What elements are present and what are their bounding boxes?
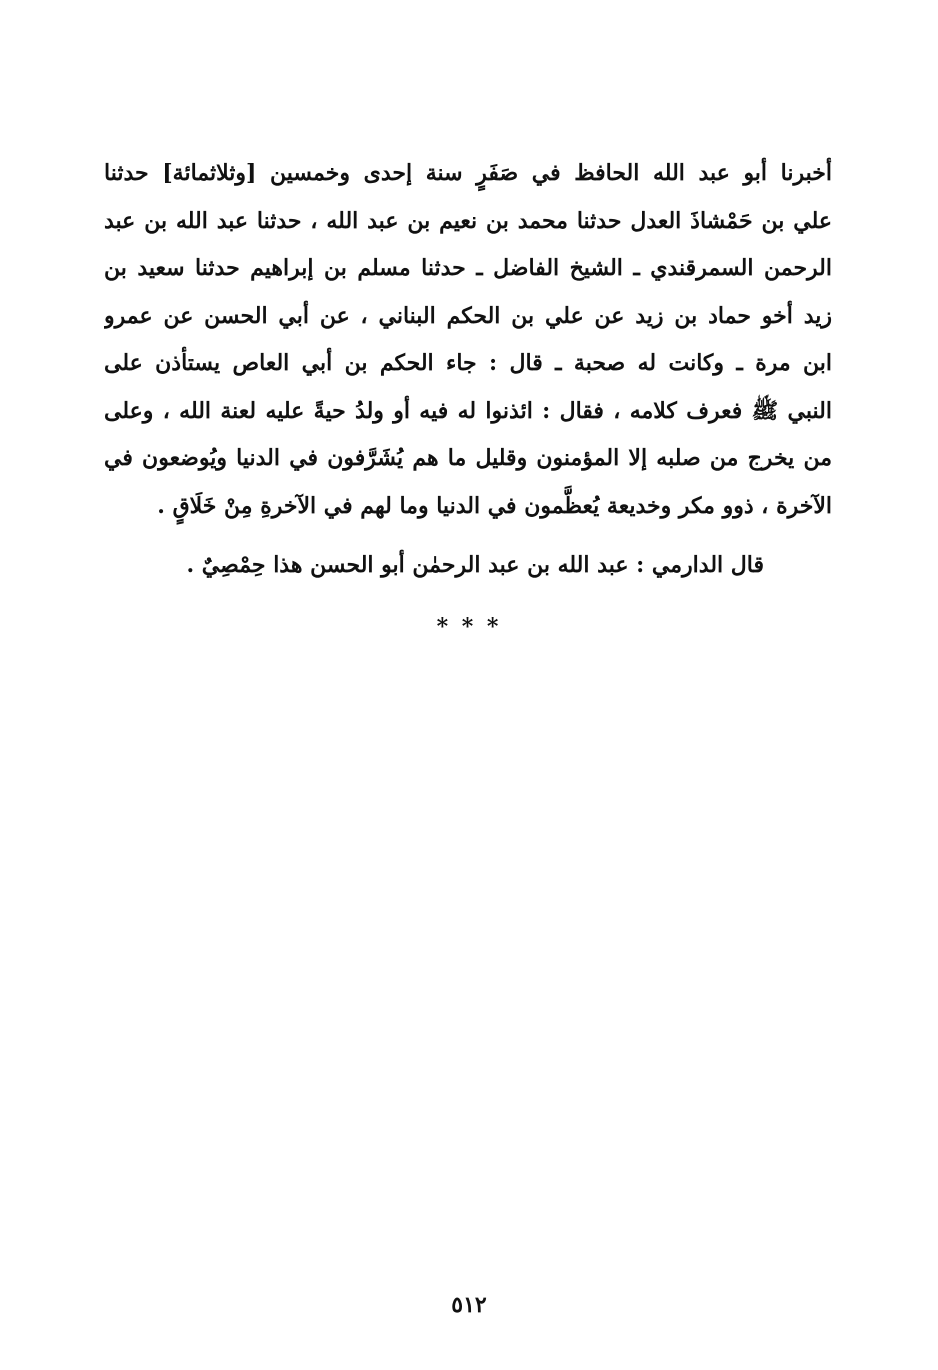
darimi-note: قال الدارمي : عبد الله بن عبد الرحمٰن أبو الحسن هذا حِمْصِيٌ . xyxy=(186,552,764,578)
paragraph-line-3: الرحمن السمرقندي ـ الشيخ الفاضل ـ حدثنا مسلم بن إبراهيم حدثنا سعيد بن xyxy=(104,255,832,281)
paragraph-line-5: ابن مرة ـ وكانت له صحبة ـ قال : جاء الحكم بن أبي العاص يستأذن على xyxy=(104,350,832,376)
paragraph-line-6: النبي ﷺ فعرف كلامه ، فقال : ائذنوا له فيه أو ولدُ حيةً عليه لعنة الله ، وعلى xyxy=(104,397,832,424)
paragraph-line-7: من يخرج من صلبه إلا المؤمنون وقليل ما هم يُشَرَّفون في الدنيا ويُوضعون في xyxy=(104,445,832,471)
paragraph-line-8: الآخرة ، ذوو مكر وخديعة يُعظَّمون في الدنيا وما لهم في الآخرةِ مِنْ خَلَاقٍ . xyxy=(157,492,832,519)
page-number: ٥١٢ xyxy=(451,1292,487,1318)
paragraph-line-1: أخبرنا أبو عبد الله الحافظ في صَفَرٍ سنة إحدى وخمسين [وثلاثمائة] حدثنا xyxy=(104,160,832,186)
paragraph-line-2: علي بن حَمْشاذَ العدل حدثنا محمد بن نعيم بن عبد الله ، حدثنا عبد الله بن عبد xyxy=(104,207,832,234)
hadith-paragraph xyxy=(104,150,832,530)
paragraph-line-4: زيد أخو حماد بن زيد عن علي بن الحكم البناني ، عن أبي الحسن عن عمرو xyxy=(104,302,832,329)
section-separator: * * * xyxy=(436,614,502,640)
